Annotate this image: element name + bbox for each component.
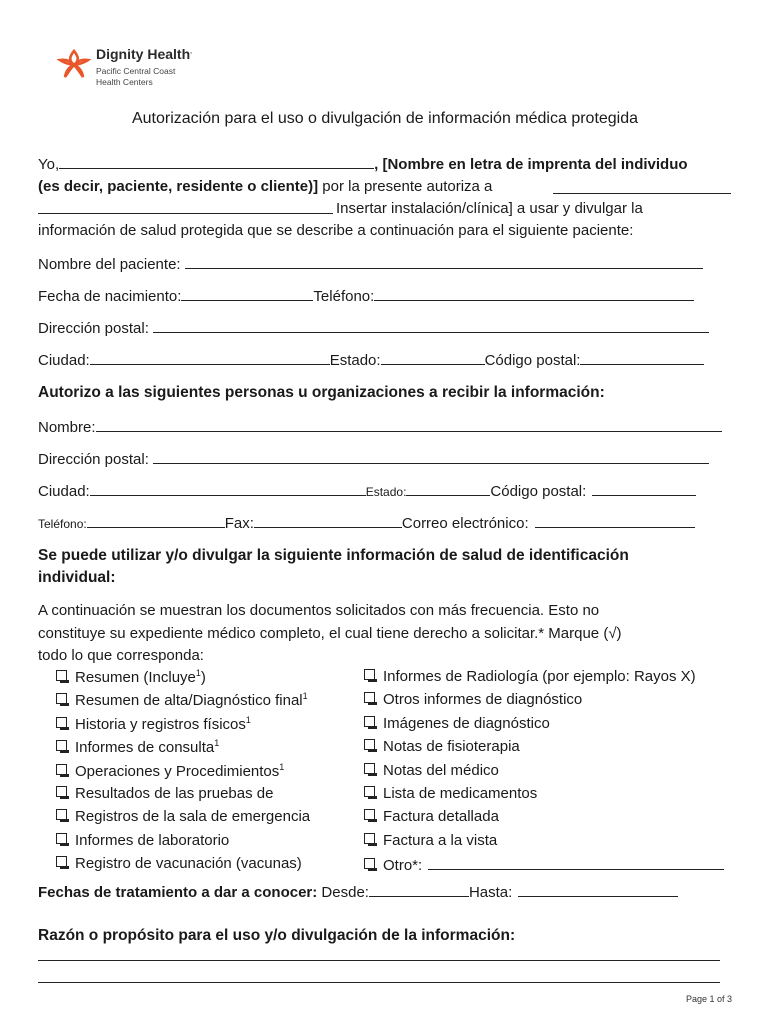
checklist-item (56, 832, 229, 849)
checklist-item-label: Informes de Radiología (por ejemplo: Rayos X) (383, 668, 696, 685)
checkbox[interactable] (364, 763, 375, 774)
checkbox[interactable] (56, 809, 67, 820)
recipient-fax-field[interactable] (254, 513, 402, 528)
recipient-city-field[interactable] (90, 481, 366, 496)
recipient-zip-field[interactable] (592, 481, 696, 496)
checkbox[interactable] (56, 856, 67, 867)
footnote-marker: 1 (214, 738, 220, 749)
info-heading-line-2: individual: (38, 569, 116, 586)
checklist-item-label: Imágenes de diagnóstico (383, 714, 550, 732)
recipient-email-field[interactable] (535, 513, 695, 528)
checkbox[interactable] (364, 809, 375, 820)
other-field[interactable] (428, 855, 724, 870)
individual-name-field[interactable] (59, 154, 374, 169)
checklist-item (56, 808, 310, 825)
recipient-name-row: Nombre: (38, 417, 732, 438)
reason-heading: Razón o propósito para el uso y/o divulgación de la información: (38, 927, 516, 944)
checklist-item (364, 668, 696, 685)
recipient-contact-row: Teléfono: Fax: Correo electrónico: (38, 513, 732, 534)
checkbox[interactable] (364, 692, 375, 703)
footnote-marker: 1 (279, 761, 285, 772)
checklist-item-label: Otro*: (383, 857, 423, 875)
checkbox[interactable] (364, 739, 375, 750)
page-title: Autorización para el uso o divulgación de información médica protegida (131, 110, 639, 127)
info-text-line-3: todo lo que corresponda: (38, 647, 204, 664)
brand-name: Dignity Health. (96, 46, 193, 62)
checklist-item (56, 762, 284, 780)
checklist-item (364, 691, 582, 708)
recipient-address-field[interactable] (153, 449, 709, 464)
patient-state-field[interactable] (381, 350, 485, 365)
intro-line-4: información de salud protegida que se describe a continuación para el siguiente paciente: (38, 222, 634, 239)
checklist-item (56, 738, 219, 756)
facility-field-1[interactable] (553, 179, 731, 194)
checklist-item (364, 808, 499, 825)
checkbox[interactable] (56, 670, 67, 681)
checklist-item-label: Notas del médico (383, 761, 499, 779)
checklist-item-label: Notas de fisioterapia (383, 738, 520, 756)
checkbox[interactable] (56, 833, 67, 844)
checklist-item-label: Historia y registros físicos (75, 715, 246, 733)
footnote-marker: 1 (245, 714, 251, 725)
treatment-dates-row: Fechas de tratamiento a dar a conocer: Desde: Hasta: (38, 882, 732, 903)
patient-name-field[interactable] (185, 254, 703, 269)
checklist-item-label: Resumen de alta/Diagnóstico final (75, 692, 303, 710)
patient-dob-field[interactable] (181, 286, 313, 301)
patient-city-field[interactable] (90, 350, 330, 365)
checkbox[interactable] (56, 764, 67, 775)
checklist-item-label: Resultados de las pruebas de (75, 785, 274, 802)
info-text-line-2: constituye su expediente médico completo, el cual tiene derecho a solicitar.* Marque (√) (38, 625, 622, 642)
brand-subtitle-2: Health Centers (96, 77, 153, 87)
recipient-city-row: Ciudad: Estado: Código postal: (38, 481, 732, 502)
checklist-item (56, 668, 206, 686)
checklist-item (56, 691, 308, 709)
checklist-item-label: Factura detallada (383, 808, 499, 826)
checkbox[interactable] (56, 786, 67, 797)
recipient-address-row: Dirección postal: (38, 449, 732, 470)
checkbox[interactable] (364, 669, 375, 680)
recipient-state-field[interactable] (406, 481, 490, 496)
checklist-item (364, 785, 537, 802)
recipient-phone-field[interactable] (87, 513, 225, 528)
checkbox[interactable] (364, 786, 375, 797)
intro-line-2: (es decir, paciente, residente o cliente)] por la presente autoriza a (38, 177, 732, 197)
info-heading-line-1: Se puede utilizar y/o divulgar la siguiente información de salud de identificación (38, 547, 629, 564)
checkbox[interactable] (364, 858, 375, 869)
intro-line-3: Insertar instalación/clínica] a usar y divulgar la (38, 199, 732, 220)
checklist-item-label: Lista de medicamentos (383, 785, 538, 802)
patient-address-field[interactable] (153, 318, 709, 333)
patient-city-row: Ciudad: Estado: Código postal: (38, 350, 732, 371)
footnote-marker: 1 (302, 691, 308, 702)
reason-line-1[interactable] (38, 960, 720, 961)
intro-line-1: Yo, , [Nombre en letra de imprenta del individuo (38, 156, 688, 173)
checkbox[interactable] (56, 740, 67, 751)
checklist-item-label: Informes de laboratorio (75, 831, 230, 849)
info-text-line-1: A continuación se muestran los documentos solicitados con más frecuencia. Esto no (38, 602, 600, 619)
checklist-item-label: Registro de vacunación (vacunas) (75, 855, 302, 873)
patient-name-row: Nombre del paciente: (38, 254, 732, 275)
checklist-item-label: Resumen (Incluye (75, 669, 196, 686)
checklist-item (364, 762, 499, 779)
patient-phone-field[interactable] (374, 286, 694, 301)
checklist-item-label: Factura a la vista (383, 831, 498, 849)
checkbox[interactable] (364, 716, 375, 727)
checklist-item-label: Informes de consulta (75, 739, 215, 757)
date-from-field[interactable] (369, 882, 469, 897)
checklist-item-label: Operaciones y Procedimientos (75, 762, 280, 780)
recipient-name-field[interactable] (96, 417, 722, 432)
checklist-item (56, 715, 251, 733)
checkbox[interactable] (56, 693, 67, 704)
facility-field-2[interactable] (38, 199, 333, 214)
footnote-marker: 1 (195, 668, 201, 678)
patient-address-row: Dirección postal: (38, 318, 732, 339)
checkbox[interactable] (364, 833, 375, 844)
checklist-item-tail: ) (200, 669, 206, 686)
patient-zip-field[interactable] (580, 350, 704, 365)
reason-line-2[interactable] (38, 982, 720, 983)
checklist-item-label: Registros de la sala de emergencia (75, 808, 311, 826)
brand-subtitle-1: Pacific Central Coast (96, 66, 176, 76)
checklist-item (56, 785, 273, 802)
date-to-field[interactable] (518, 882, 678, 897)
checklist-item (364, 832, 497, 849)
checklist-item (364, 855, 724, 874)
recipient-heading: Autorizo a las siguientes personas u organizaciones a recibir la información: (38, 384, 605, 401)
checklist-item (364, 715, 550, 732)
checklist-item (364, 738, 520, 755)
dignity-health-star-icon (60, 51, 88, 77)
checklist-item-label: Otros informes de diagnóstico (383, 691, 583, 709)
checkbox[interactable] (56, 717, 67, 728)
checklist-item (56, 855, 302, 872)
patient-dob-row: Fecha de nacimiento: Teléfono: (38, 286, 732, 307)
page-number: Page 1 of 3 (686, 994, 733, 1004)
